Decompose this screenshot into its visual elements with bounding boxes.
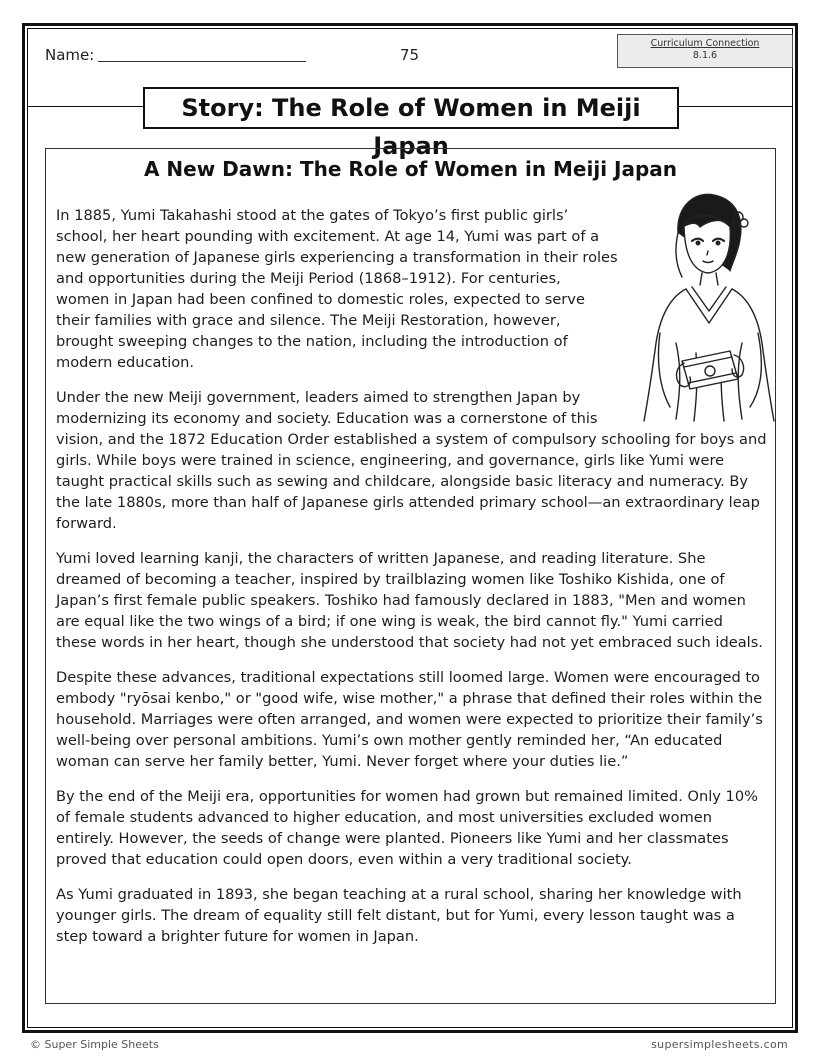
illustration-drawing — [626, 193, 776, 423]
curriculum-code: 8.1.6 — [692, 50, 718, 61]
story-paragraph-5: By the end of the Meiji era, opportunities for women had grown but remained limited. Only 10% of female students advanced to higher education, and most universities excluded women entirely. However, the seeds of change were planted. Pioneers like Yumi and her classmates proved that education could open doors, even within a very traditional society. — [56, 788, 758, 868]
story-paragraph-4: Despite these advances, traditional expectations still loomed large. Women were encouraged to embody "ryōsai kenbo," or "good wife, wise mother," a phrase that defined their roles within the household. Marriages were often arranged, and women were expected to prioritize their family’s well-being over personal ambitions. Yumi’s own mother gently reminded her, “An educated woman can serve her family better, Yumi. Never forget where your duties lie.” — [56, 669, 763, 770]
name-label: Name: — [45, 46, 95, 64]
name-blank-line[interactable] — [98, 47, 306, 62]
footer-website[interactable]: supersimplesheets.com — [651, 1038, 788, 1051]
story-paragraph-2: Under the new Meiji government, leaders aimed to strengthen Japan by modernizing its economy and society. Education was a cornerstone of this vision, and the 1872 Education Order established a system of compulsory schooling for boys and girls. While boys were trained in science, engineering, and governance, girls like Yumi were taught practical skills such as sewing and childcare, alongside basic literacy and numeracy. By the late 1880s, more than half of Japanese girls attended primary school—an extraordinary leap forward. — [56, 389, 767, 532]
curriculum-title: Curriculum Connection — [650, 38, 760, 49]
story-paragraph-3: Yumi loved learning kanji, the characters of written Japanese, and reading literature. She dreamed of becoming a teacher, inspired by trailblazing women like Toshiko Kishida, one of Japan’s first female public speakers. Toshiko had famously declared in 1883, "Men and women are equal like the two wings of a bird; if one wing is weak, the bird cannot fly." Yumi carried these words in her heart, though she understood that society had not yet embraced such ideals. — [56, 550, 763, 651]
page-title: Story: The Role of Women in Meiji Japan — [143, 87, 679, 129]
story-body — [56, 205, 768, 961]
kimono-girl-with-book-illustration — [626, 193, 776, 423]
story-heading: A New Dawn: The Role of Women in Meiji Japan — [143, 157, 678, 181]
page-number: 75 — [400, 46, 420, 64]
story-paragraph-1: In 1885, Yumi Takahashi stood at the gates of Tokyo’s first public girls’ school, her heart pounding with excitement. At age 14, Yumi was part of a new generation of Japanese girls experiencing a transformation in their roles and opportunities during the Meiji Period (1868–1912). For centuries, women in Japan had been confined to domestic roles, expected to serve their families with grace and silence. The Meiji Restoration, however, brought sweeping changes to the nation, including the introduction of modern education. — [56, 207, 618, 371]
story-paragraph-6: As Yumi graduated in 1893, she began teaching at a rural school, sharing her knowledge with younger girls. The dream of equality still felt distant, but for Yumi, every lesson taught was a step toward a brighter future for women in Japan. — [56, 886, 742, 945]
curriculum-connection-box — [617, 34, 793, 68]
name-field[interactable] — [45, 46, 306, 64]
footer-copyright: © Super Simple Sheets — [30, 1038, 159, 1051]
